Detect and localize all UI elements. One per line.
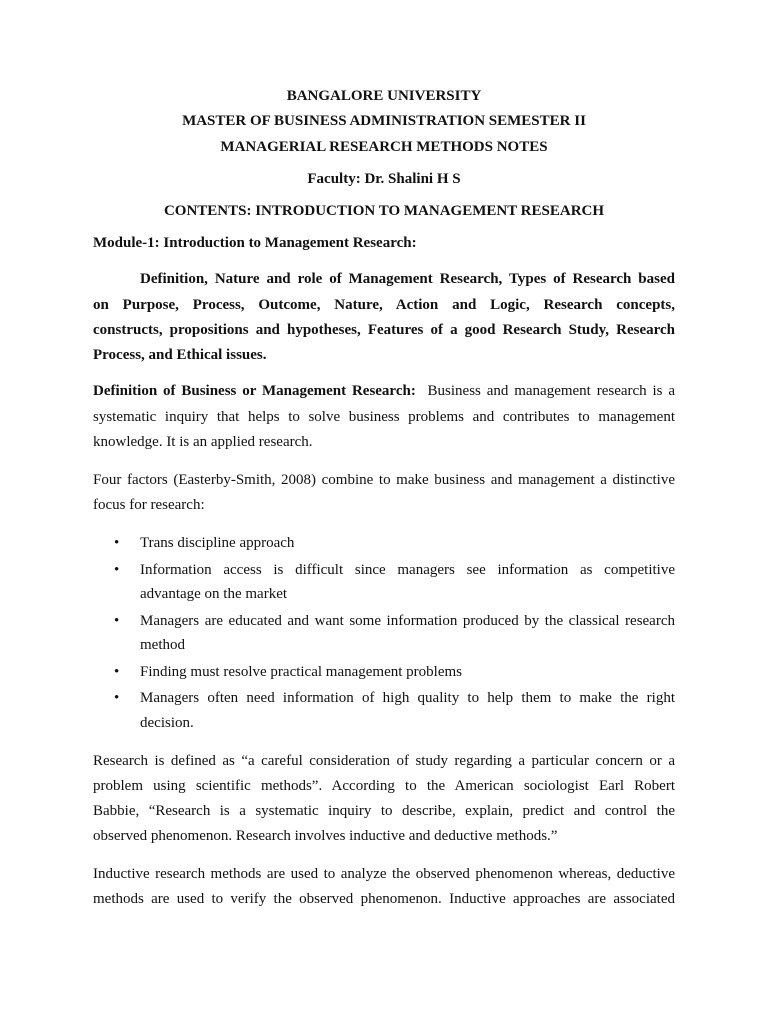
- inductive-line: methods are used to verify the observed phenomenon. Inductive approaches are associated: [93, 891, 675, 907]
- syllabus-line: constructs, propositions and hypotheses, Features of a good Research Study, Research: [93, 322, 675, 338]
- program-title: MASTER OF BUSINESS ADMINISTRATION SEMESTER II: [182, 113, 586, 129]
- list-item-text: advantage on the market: [140, 586, 288, 602]
- syllabus-line: Process, and Ethical issues.: [93, 347, 267, 363]
- list-item-text: Managers are educated and want some information produced by the classical research: [140, 613, 675, 629]
- factors-intro-line-1: Four factors (Easterby-Smith, 2008) combine to make business and management a distinctive: [93, 472, 675, 488]
- definition-line-3: knowledge. It is an applied research.: [93, 434, 313, 450]
- inductive-line: Inductive research methods are used to analyze the observed phenomenon whereas, deductive: [93, 866, 675, 882]
- bullet-icon: •: [114, 562, 120, 578]
- syllabus-line: Definition, Nature and role of Management Research, Types of Research based: [140, 271, 675, 287]
- research-def-line: Research is defined as “a careful consideration of study regarding a particular concern or a: [93, 753, 675, 769]
- definition-line-2: systematic inquiry that helps to solve business problems and contributes to management: [93, 409, 675, 425]
- list-item-text: Trans discipline approach: [140, 535, 295, 551]
- list-item-text: Managers often need information of high quality to help them to make the right: [140, 690, 675, 706]
- research-def-line: Babbie, “Research is a systematic inquiry to describe, explain, predict and control the: [93, 803, 675, 819]
- course-title: MANAGERIAL RESEARCH METHODS NOTES: [220, 139, 548, 155]
- module-heading: Module-1: Introduction to Management Research:: [93, 235, 417, 251]
- definition-text: Business and management research is a: [427, 383, 676, 399]
- contents-heading: CONTENTS: INTRODUCTION TO MANAGEMENT RESEARCH: [163, 203, 605, 219]
- bullet-icon: •: [114, 690, 120, 706]
- factors-intro-line-2: focus for research:: [93, 497, 205, 513]
- list-item-text: Finding must resolve practical management problems: [140, 664, 463, 680]
- list-item-text: method: [140, 637, 185, 653]
- syllabus-line: on Purpose, Process, Outcome, Nature, Action and Logic, Research concepts,: [93, 297, 675, 313]
- faculty-line: Faculty: Dr. Shalini H S: [307, 171, 461, 187]
- university-title: BANGALORE UNIVERSITY: [286, 88, 482, 104]
- list-item-text: Information access is difficult since managers see information as competitive: [140, 562, 675, 578]
- research-def-line: observed phenomenon. Research involves inductive and deductive methods.”: [93, 828, 558, 844]
- list-item-text: decision.: [140, 715, 194, 731]
- bullet-icon: •: [114, 613, 120, 629]
- research-def-line: problem using scientific methods”. According to the American sociologist Earl Robert: [93, 778, 675, 794]
- bullet-icon: •: [114, 535, 120, 551]
- definition-line-1: [93, 382, 675, 400]
- definition-label: Definition of Business or Management Research:: [93, 383, 416, 399]
- bullet-icon: •: [114, 664, 120, 680]
